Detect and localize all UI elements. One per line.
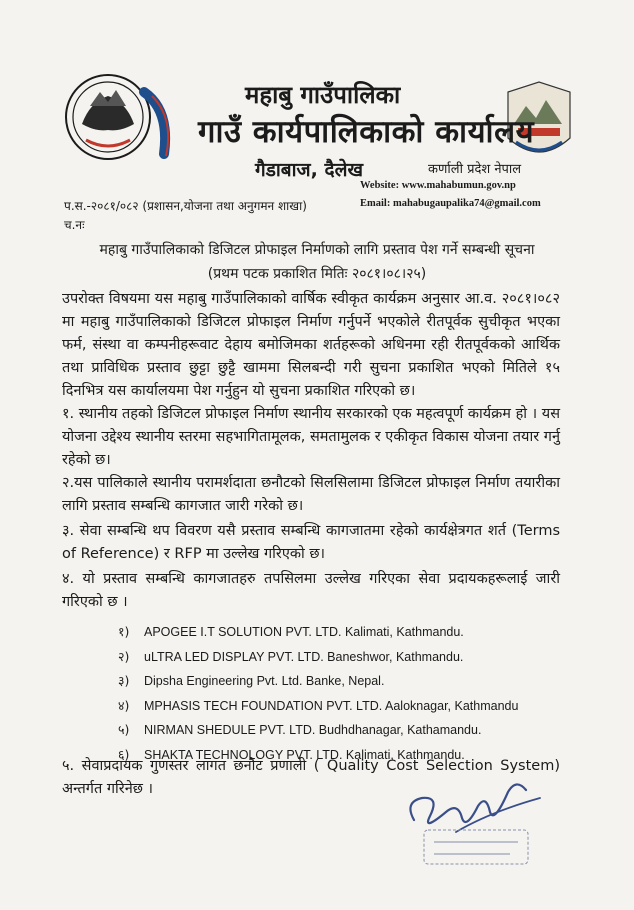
list-item: २) uLTRA LED DISPLAY PVT. LTD. Baneshwor, Kathmandu.	[118, 648, 464, 664]
office-name: गाउँ कार्यपालिकाको कार्यालय	[198, 114, 535, 150]
list-item: ६) SHAKTA TECHNOLOGY PVT. LTD. Kalimati, Kathmandu.	[118, 746, 465, 762]
list-item: १) APOGEE I.T SOLUTION PVT. LTD. Kalimati, Kathmandu.	[118, 624, 464, 639]
list-item: ३) Dipsha Engineering Pvt. Ltd. Banke, Nepal.	[118, 673, 385, 688]
point-1-paragraph: १. स्थानीय तहको डिजिटल प्रोफाइल निर्माण स्थानीय सरकारको एक महत्वपूर्ण कार्यक्रम हो । यस योजना उद्देश्य स्थानीय स्तरमा सहभागितामूलक, समतामुलक र एकीकृत विकास योजना तयार गर्नु रहेको छ।	[62, 406, 560, 468]
company-name: MPHASIS TECH FOUNDATION PVT. LTD. Aaloknagar, Kathmandu	[144, 698, 519, 713]
company-name: uLTRA LED DISPLAY PVT. LTD. Baneshwor, Kathmandu.	[144, 649, 464, 664]
intro-paragraph: उपरोक्त विषयमा यस महाबु गाउँपालिकाको वार्षिक स्वीकृत कार्यक्रम अनुसार आ.व. २०८१।०८२ मा महाबु गाउँपालिकाको डिजिटल प्रोफाइल निर्माण गर्नुपर्ने भएकोले रीतपूर्वक सुचीकृत भएका फर्म, संस्था वा कम्पनीहरूवाट देहाय बमोजिमका शर्तहरूको अधिनमा रही रीतपूर्वकको आर्थिक तथा प्राविधिक प्रस्ताव छुट्टा छुट्टै खाममा सिलबन्दी गरी सुचना प्रकाशित भएको मितिले १५ दिनभित्र यस कार्यालयमा पेश गर्नुहुन यो सुचना प्रकाशित गरिएको छ।	[62, 291, 560, 399]
service-provider-list	[118, 620, 518, 767]
point-3-paragraph: ३. सेवा सम्बन्धि थप विवरण यसै प्रस्ताव सम्बन्धि कागजातमा रहेको कार्यक्षेत्रगत शर्त (Terms of Reference) र RFP मा उल्लेख गरिएको छ।	[62, 523, 560, 562]
list-item: ५) NIRMAN SHEDULE PVT. LTD. Budhdhanagar, Kathamandu.	[118, 722, 482, 737]
list-item: ४) MPHASIS TECH FOUNDATION PVT. LTD. Aaloknagar, Kathmandu	[118, 697, 519, 713]
company-name: APOGEE I.T SOLUTION PVT. LTD. Kalimati, Kathmandu.	[144, 625, 464, 639]
office-place: गैडाबाज, दैलेख	[255, 159, 363, 181]
point-4-paragraph: ४. यो प्रस्ताव सम्बन्धि कागजातहरु तपसिलमा उल्लेख गरिएका सेवा प्रदायकहरूलाई जारी गरिएको छ ।	[62, 571, 560, 610]
letter-reference-number: प.स.-२०८१/०८२ (प्रशासन,योजना तथा अनुगमन शाखा)	[64, 199, 307, 213]
signature-stamp-icon	[400, 772, 550, 872]
nepal-government-emblem-icon	[60, 62, 190, 172]
dispatch-number: च.नः	[64, 218, 85, 232]
company-name: SHAKTA TECHNOLOGY PVT. LTD. Kalimati, Kathmandu.	[144, 747, 465, 762]
first-published-date: (प्रथम पटक प्रकाशित मितिः २०८१।०८।२५)	[207, 266, 427, 282]
website-text: Website: www.mahabumun.gov.np	[360, 180, 516, 191]
point-5-paragraph: ५. सेवाप्रदायक गुणस्तर लागत छनौट प्रणाली ( Quality Cost Selection System) अन्तर्गत गरिनेछ ।	[62, 758, 560, 797]
notice-subject: महाबु गाउँपालिकाको डिजिटल प्रोफाइल निर्माणको लागि प्रस्ताव पेश गर्ने सम्बन्धी सूचना	[99, 242, 535, 258]
email-text: Email: mahabugaupalika74@gmail.com	[360, 198, 541, 209]
point-2-paragraph: २.यस पालिकाले स्थानीय परामर्शदाता छनौटको सिलसिलामा डिजिटल प्रोफाइल निर्माण तयारीका लागि प्रस्ताव सम्बन्धि कागजात जारी गरेको छ।	[62, 475, 560, 514]
company-name: Dipsha Engineering Pvt. Ltd. Banke, Nepal.	[144, 674, 385, 688]
province-name: कर्णाली प्रदेश नेपाल	[428, 162, 522, 177]
municipality-name: महाबु गाउँपालिका	[245, 81, 401, 109]
company-name: NIRMAN SHEDULE PVT. LTD. Budhdhanagar, Kathamandu.	[144, 723, 482, 737]
